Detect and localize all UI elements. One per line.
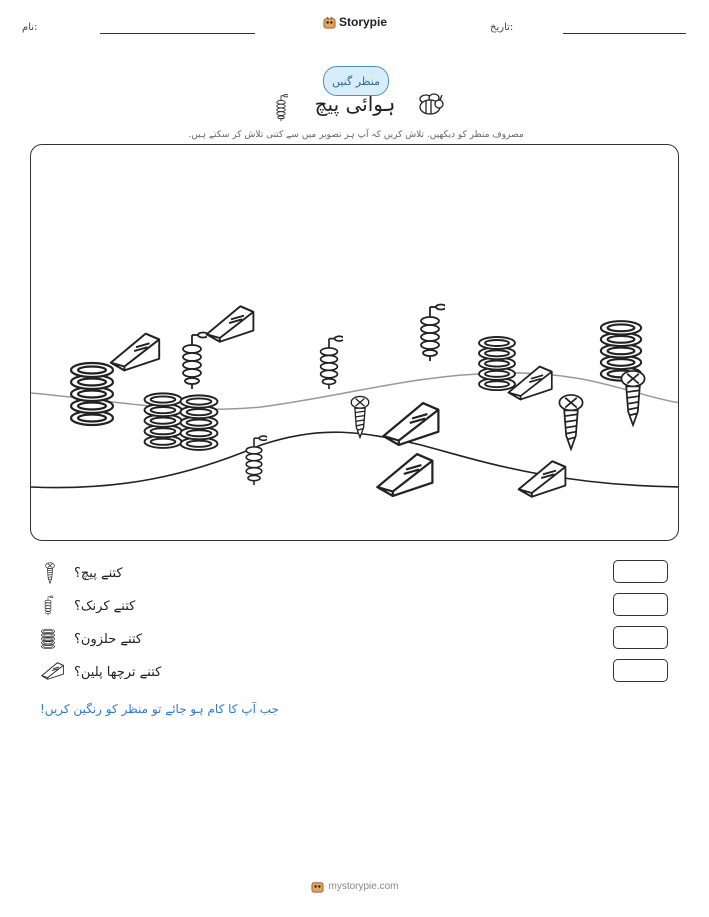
answer-box-springs[interactable] xyxy=(613,626,668,649)
answer-box-cranks[interactable] xyxy=(613,593,668,616)
question-inclined-planes: کتنے ترچھا پلین؟ xyxy=(74,665,162,680)
crank-icon xyxy=(38,594,58,616)
wedge-2 xyxy=(207,306,254,341)
activity-badge: منظر گنیں xyxy=(323,66,389,96)
name-label: نام: xyxy=(22,22,38,33)
inclined-plane-icon xyxy=(40,661,66,681)
spring-4 xyxy=(479,337,515,390)
spring-1 xyxy=(71,363,113,425)
closing-instruction: جب آپ کا کام ہو جائے تو منظر کو رنگین کریں! xyxy=(40,702,279,716)
date-line[interactable] xyxy=(563,33,686,34)
bee-icon xyxy=(414,90,446,118)
question-cranks: کتنے کرنک؟ xyxy=(74,599,136,614)
search-scene xyxy=(30,144,679,541)
crank-title-icon xyxy=(272,92,290,122)
front-hill-line xyxy=(31,432,679,487)
screw-icon xyxy=(40,562,60,584)
crank-2 xyxy=(321,336,344,389)
page-title: ہوائی پیچ xyxy=(314,92,396,116)
storypie-footer-icon xyxy=(311,880,324,893)
storypie-logo-icon xyxy=(323,16,336,29)
spring-2 xyxy=(145,393,182,448)
name-line[interactable] xyxy=(100,33,255,34)
screw-1 xyxy=(351,396,369,437)
question-screws: کتنے پیچ؟ xyxy=(74,566,123,581)
scene-drawing xyxy=(31,145,679,541)
brand-name: Storypie xyxy=(339,15,388,29)
wedge-1 xyxy=(111,334,159,371)
footer-url[interactable]: mystorypie.com xyxy=(328,881,399,892)
spring-icon xyxy=(38,627,58,649)
screw-3 xyxy=(621,371,644,425)
screw-2 xyxy=(559,395,582,449)
date-label: تاریخ: xyxy=(490,22,514,33)
instructions: مصروف منظر کو دیکھیں. تلاش کریں کہ آپ ہر تصویر میں سے کتنی تلاش کر سکتے ہیں. xyxy=(188,130,524,140)
footer xyxy=(300,880,410,893)
wedge-3 xyxy=(383,403,438,445)
brand-logo xyxy=(323,15,387,29)
answer-box-inclined-planes[interactable] xyxy=(613,659,668,682)
answer-box-screws[interactable] xyxy=(613,560,668,583)
wedge-4 xyxy=(377,454,432,496)
spring-3 xyxy=(181,395,218,450)
crank-1 xyxy=(183,333,208,390)
crank-3 xyxy=(421,305,446,362)
question-springs: کتنے حلزون؟ xyxy=(74,632,143,647)
wedge-6 xyxy=(519,461,566,496)
